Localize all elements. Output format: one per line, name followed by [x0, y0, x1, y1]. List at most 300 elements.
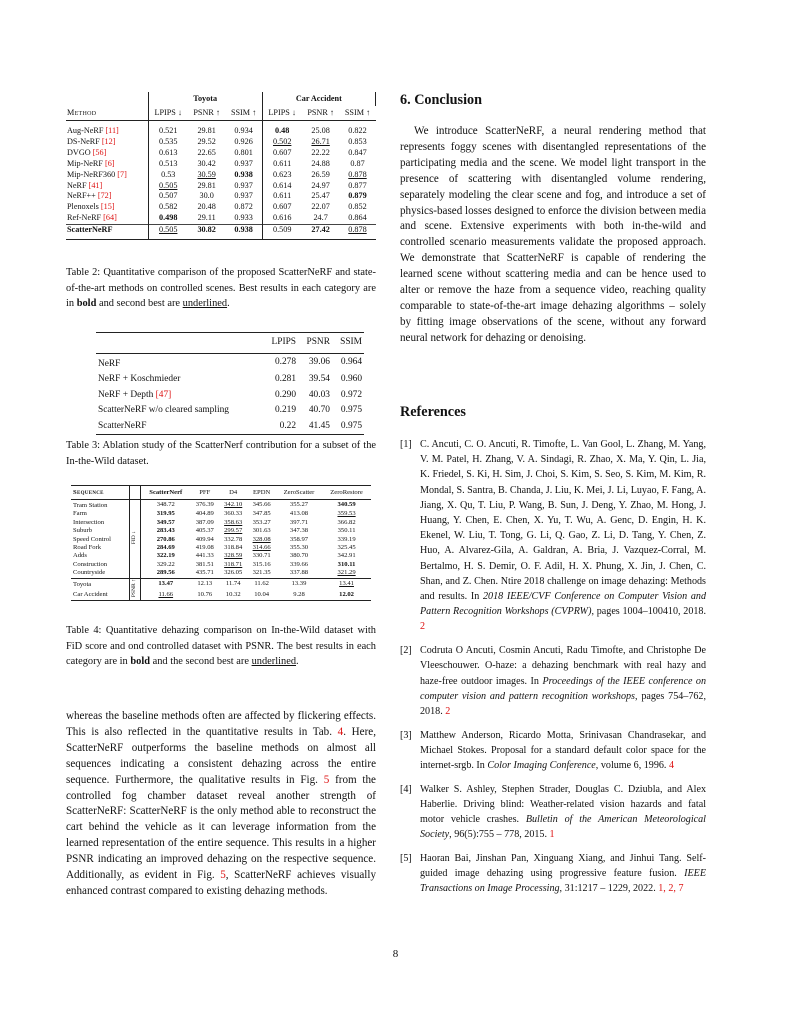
- table-row: [66, 191, 376, 202]
- value-cell: [191, 591, 219, 601]
- value-cell: [191, 510, 219, 518]
- value: 12.02: [339, 591, 354, 599]
- value: 0.853: [348, 136, 367, 146]
- metric-label: [129, 578, 140, 601]
- value: 0.623: [272, 169, 292, 179]
- table-2-caption: Table 2: Quantitative comparison of the proposed ScatterNeRF and state-of-the-art methods on controlled scenes. Best results in each category are in bold and second best are underlined.: [66, 267, 376, 309]
- value-cell: [188, 159, 226, 170]
- method-name: Aug-NeRF: [67, 126, 104, 135]
- sequence-name: Intersection: [73, 518, 105, 526]
- table-row: [66, 121, 376, 137]
- value-cell: 0.22: [263, 419, 298, 435]
- value-cell: [219, 527, 247, 535]
- reference-tail: , volume 6, 1996.: [595, 760, 667, 772]
- value-cell: [148, 191, 188, 202]
- value-cell: [247, 527, 275, 535]
- method-cell: [96, 403, 263, 419]
- value: 0.864: [348, 213, 367, 223]
- metric-header: PSNR ↑: [188, 106, 226, 121]
- value: 12.13: [197, 580, 213, 588]
- column-header: PSNR: [298, 333, 332, 354]
- value: 0.616: [272, 213, 292, 223]
- citation-link[interactable]: [72]: [97, 191, 112, 201]
- value: 13.47: [158, 580, 174, 588]
- value-cell: [226, 225, 263, 240]
- value: 328.08: [252, 535, 271, 543]
- value-cell: 0.975: [332, 419, 364, 435]
- value: 30.0: [199, 191, 214, 201]
- citation-link[interactable]: [7]: [117, 169, 127, 179]
- value-cell: [276, 510, 322, 518]
- table-row: [66, 148, 376, 159]
- value: 413.08: [289, 510, 309, 518]
- method-cell: [96, 388, 263, 404]
- value: 345.66: [252, 501, 271, 508]
- sequence-name: Suburb: [73, 527, 93, 535]
- group-toyota: Toyota: [148, 92, 262, 106]
- value: 29.81: [197, 180, 216, 190]
- value-cell: 39.54: [308, 374, 330, 384]
- value-cell: [219, 578, 247, 590]
- value-cell: [226, 148, 263, 159]
- column-header: PFF: [191, 486, 219, 500]
- value-cell: [340, 191, 376, 202]
- value: 284.69: [156, 544, 175, 552]
- method-cell: [66, 121, 148, 137]
- table-row: [96, 353, 364, 372]
- sequence-header: Sequence: [71, 486, 129, 500]
- value-cell: [148, 137, 188, 148]
- value-cell: [247, 578, 275, 590]
- method-name: Ref-NeRF: [67, 213, 102, 223]
- value: 9.28: [293, 591, 305, 599]
- body-paragraph: whereas the baseline methods often are affected by flickering effects. This is also reflected in the quantitative results in Tab. 4. Here, ScatterNeRF outperforms the baseline methods on almost all sequences indicating a consistent dehazing across the entire sequence. Furthermore, the qualitative results in Fig. 5 from the controlled fog chamber dataset reveal another strength of ScatterNeRF: ScatterNeRF is the only method able to reconstruct the cart behind the vehicle as it can leverage information from the learned representation of the entire sequence. This results in a higher PSNR indicating an improved dehazing on the respective sequence. Additionally, as evident in Fig. 5, ScatterNeRF achieves visually enhanced contrast compared to existing dehazing methods.: [66, 710, 376, 897]
- value-cell: [148, 225, 188, 240]
- value-cell: [322, 561, 371, 569]
- group-car-accident: Car Accident: [262, 92, 375, 106]
- value-cell: [322, 510, 371, 518]
- value-cell: [140, 552, 190, 560]
- value: 358.97: [289, 535, 309, 543]
- table-row: [66, 159, 376, 170]
- column-header: ScatterNerf: [140, 486, 190, 500]
- citation-link[interactable]: [41]: [88, 180, 103, 190]
- citation-link[interactable]: [47]: [155, 389, 172, 400]
- value: 342.91: [337, 552, 356, 560]
- value: 299.57: [224, 527, 243, 535]
- value: 328.59: [224, 552, 243, 560]
- value-cell: 0.219: [274, 405, 297, 415]
- value: 27.42: [311, 225, 330, 235]
- table-row: [71, 569, 371, 578]
- table-3-caption: Table 3: Ablation study of the ScatterNerf contribution for a subset of the In-the-Wild dataset.: [66, 440, 376, 467]
- value-cell: 0.281: [274, 374, 297, 384]
- value: 319.95: [156, 510, 175, 518]
- table-4-link[interactable]: 4: [337, 725, 344, 738]
- value: 340.59: [337, 501, 356, 508]
- value: 0.611: [273, 191, 292, 201]
- value-cell: [226, 159, 263, 170]
- value-cell: 0.960: [340, 374, 362, 384]
- value-cell: [191, 552, 219, 560]
- value: 359.53: [337, 510, 356, 518]
- value-cell: [140, 544, 190, 552]
- sequence-name: Car Accident: [73, 591, 108, 599]
- value: 0.607: [272, 147, 292, 157]
- reference-venue: Bulletin of the American Meteorological Society: [420, 814, 706, 841]
- value-cell: [322, 578, 371, 590]
- method-name: Mip-NeRF: [67, 158, 103, 168]
- reference-text: Walker S. Ashley, Stephen Strader, Douglas C. Dziubla, and Alex Haberlie. Driving blind: Weather-related vision hazards and fatal motor vehicle crashes.: [420, 783, 706, 826]
- value: 0.937: [234, 158, 253, 168]
- method-name: DS-NeRF: [67, 136, 100, 146]
- back-reference-link[interactable]: 2: [445, 705, 451, 717]
- table-3: [96, 332, 364, 435]
- value-cell: [140, 569, 190, 578]
- table-3-header: [96, 333, 364, 354]
- value: 0.505: [159, 180, 178, 190]
- figure-5-link[interactable]: 5: [323, 773, 330, 786]
- table-row: [71, 500, 371, 511]
- sequence-name: Farm: [73, 510, 87, 518]
- conclusion-heading: 6. Conclusion: [400, 92, 482, 108]
- value: 29.52: [197, 136, 216, 146]
- value-cell: [140, 578, 190, 590]
- value: 337.88: [289, 569, 309, 577]
- value: 366.82: [337, 518, 356, 526]
- method-name: NeRF + Koschmieder: [98, 374, 181, 384]
- value-cell: [191, 536, 219, 544]
- value-cell: [191, 578, 219, 590]
- value-cell: [219, 510, 247, 518]
- value: 26.71: [311, 136, 330, 146]
- value-cell: [188, 121, 226, 137]
- reference-item: [400, 851, 706, 897]
- metric-header: SSIM ↑: [340, 106, 376, 121]
- value: 381.51: [195, 560, 214, 568]
- reference-tail: , 31:1217 – 1229, 2022.: [559, 883, 656, 895]
- value-cell: [247, 536, 275, 544]
- value-cell: [148, 170, 188, 181]
- value-cell: [340, 159, 376, 170]
- method-cell: [96, 372, 263, 388]
- value: 349.57: [156, 518, 175, 526]
- value-cell: [140, 527, 190, 535]
- method-name: DVGO: [67, 147, 91, 157]
- column-header: LPIPS: [263, 333, 298, 354]
- value: 0.877: [348, 180, 367, 190]
- value-cell: [219, 561, 247, 569]
- value-cell: [219, 591, 247, 601]
- back-reference-link[interactable]: 2: [420, 621, 426, 633]
- table-4: [71, 485, 371, 601]
- value-cell: [262, 137, 302, 148]
- reference-venue: Color Imaging Conference: [487, 760, 596, 772]
- metric-label: [129, 500, 140, 579]
- value-cell: 0.964: [340, 357, 362, 367]
- value: 0.852: [348, 202, 367, 212]
- value-cell: [276, 536, 322, 544]
- method-cell: [96, 353, 263, 372]
- value-cell: [140, 591, 190, 601]
- method-header: Method: [66, 106, 148, 121]
- value-cell: [140, 561, 190, 569]
- value-cell: [322, 519, 371, 527]
- value-cell: 41.45: [298, 419, 332, 435]
- value: 0.513: [159, 158, 178, 168]
- citation-link[interactable]: [64]: [103, 213, 117, 223]
- reference-text: Haoran Bai, Jinshan Pan, Xinguang Xiang, and Jinhui Tang. Self-guided image dehazing using progressive feature fusion.: [420, 853, 706, 880]
- table-row: [71, 591, 371, 601]
- reference-item: [400, 782, 706, 843]
- value: 0.507: [159, 191, 178, 201]
- value: 0.872: [234, 202, 253, 212]
- value: 350.11: [337, 527, 356, 535]
- reference-number: [3]: [400, 729, 412, 741]
- figure-5-link[interactable]: 5: [220, 869, 226, 882]
- value-cell: [276, 578, 322, 590]
- reference-text: C. Ancuti, C. O. Ancuti, R. Timofte, L. Van Gool, L. Zhang, M. Yang, V. M. Patel, H. Zhang, V. A. Sindagi, R. Zhao, X. Ma, Y. Qin, L. Jia, K. Friedel, S. Ki, H. Sim, J. Choi, S. Kim, S. Seo, S. Kim, M. Kim, R. Mondal, S. Santra, B. Chanda, J. Liu, K. Mei, J. Li, Luyao, F. Fang, A. Jiang, X. Qu, T. Liu, P. Wang, B. Sun, J. Deng, Y. Zhao, M. Hong, J. Huang, Y. Chen, E. Chen, X. Yu, T. Wu, A. Genc, D. Engin, H. K. Ekenel, W. Liu, T. Tong, G. Li, Q. Gao, Z. Li, D. Tang, Y. Chen, Z. Huo, A. Alvarez-Gila, A. Galdran, A. Bria, J. Vazquez-Corral, M. Bertalmo, H. S. Demir, O. F. Adil, H. X. Phung, X. Jin, J. Chen, C. Shan, and Z. Chen. Ntire 2018 challenge on image dehazing: Methods and results. In: [420, 439, 706, 603]
- metric-label-text: PSNR ↑: [131, 578, 138, 597]
- value-cell: 0.290: [274, 389, 297, 400]
- value: 22.07: [311, 202, 330, 212]
- page-number: 8: [392, 948, 399, 960]
- value-cell: [276, 569, 322, 578]
- value-cell: [148, 159, 188, 170]
- value: 405.37: [195, 527, 214, 535]
- value: 314.66: [252, 544, 271, 552]
- value-cell: 0.972: [340, 389, 362, 400]
- value: 0.822: [348, 126, 367, 135]
- value: 0.607: [272, 202, 292, 212]
- value: 318.84: [224, 544, 243, 552]
- value: 376.39: [195, 501, 214, 508]
- table-row: [96, 419, 364, 435]
- citation-link[interactable]: [11]: [105, 126, 119, 135]
- value: 22.65: [197, 147, 216, 157]
- value-cell: [188, 170, 226, 181]
- citation-link[interactable]: [12]: [101, 136, 116, 146]
- value-cell: [276, 561, 322, 569]
- value: 13.41: [339, 580, 354, 588]
- value-cell: [247, 552, 275, 560]
- value-cell: [191, 500, 219, 511]
- sequence-name: Adds: [73, 552, 87, 560]
- value: 339.66: [289, 560, 309, 568]
- citation-link[interactable]: [56]: [92, 147, 107, 157]
- reference-text: Codruta O Ancuti, Cosmin Ancuti, Radu Timofte, and Christophe De Vleeschouwer. O-haze: a dehazing benchmark with real hazy and haze-free outdoor images. In: [420, 645, 706, 687]
- table-2-metric-header: [66, 106, 376, 121]
- value-cell: 40.03: [308, 389, 330, 400]
- value: 24.7: [313, 213, 328, 223]
- value: 270.86: [156, 535, 175, 543]
- method-name: Mip-NeRF360: [67, 169, 116, 179]
- value-cell: [188, 213, 226, 224]
- value: 315.16: [252, 560, 271, 568]
- value: 26.59: [311, 169, 330, 179]
- value-cell: [302, 213, 340, 224]
- value: 355.27: [289, 501, 309, 508]
- table-row: [71, 519, 371, 527]
- method-cell: [66, 137, 148, 148]
- value: 0.87: [350, 158, 365, 168]
- value: 326.05: [224, 569, 243, 577]
- reference-number: [4]: [400, 783, 412, 795]
- value: 0.611: [273, 158, 292, 168]
- value: 404.89: [195, 510, 214, 518]
- value-cell: [262, 121, 302, 137]
- value-cell: [226, 121, 263, 137]
- value-cell: [302, 121, 340, 137]
- method-cell: [66, 202, 148, 213]
- reference-tail: , pages 754–762, 2018.: [420, 690, 707, 717]
- value-cell: [140, 519, 190, 527]
- references-list: [400, 437, 706, 905]
- value-cell: [219, 544, 247, 552]
- value-cell: [247, 591, 275, 601]
- method-cell: [66, 181, 148, 192]
- method-name: ScatterNeRF: [67, 225, 113, 235]
- value: 289.56: [156, 569, 175, 577]
- reference-venue: 2018 IEEE/CVF Conference on Computer Vision and Pattern Recognition Workshops (CVPRW): [420, 591, 706, 618]
- table-row: [71, 527, 371, 535]
- sequence-name: Tram Station: [73, 502, 108, 509]
- value: 342.10: [224, 501, 243, 508]
- method-cell: [66, 159, 148, 170]
- value: 10.76: [197, 591, 213, 599]
- value: 0.933: [234, 213, 253, 223]
- value-cell: [262, 225, 302, 240]
- value-cell: [340, 121, 376, 137]
- value-cell: [340, 148, 376, 159]
- value-cell: [322, 591, 371, 601]
- sequence-name: Construction: [73, 560, 108, 568]
- value: 29.11: [197, 213, 216, 223]
- value: 0.937: [234, 191, 253, 201]
- value-cell: [262, 170, 302, 181]
- value-cell: [340, 181, 376, 192]
- reference-number: [1]: [400, 439, 412, 450]
- value: 347.85: [252, 510, 271, 518]
- method-name: ScatterNeRF: [98, 420, 147, 431]
- citation-link[interactable]: [15]: [100, 202, 115, 212]
- value: 321.35: [252, 569, 271, 577]
- value: 0.521: [159, 126, 178, 135]
- value: 11.62: [254, 580, 269, 588]
- value: 24.88: [311, 158, 330, 168]
- method-cell: [66, 148, 148, 159]
- value-cell: [276, 500, 322, 511]
- back-reference-link[interactable]: 4: [668, 760, 675, 772]
- value: 0.926: [234, 136, 253, 146]
- value: 301.63: [252, 527, 271, 535]
- value: 409.94: [195, 535, 214, 543]
- value: 11.66: [158, 591, 174, 599]
- value: 355.30: [289, 544, 309, 552]
- value: 0.505: [159, 225, 178, 235]
- value: 310.11: [337, 560, 356, 568]
- value: 29.81: [197, 126, 216, 135]
- back-reference-link[interactable]: 1, 2, 7: [658, 883, 684, 895]
- table-row: [66, 213, 376, 224]
- value: 419.08: [195, 544, 214, 552]
- method-name: NeRF: [67, 180, 87, 190]
- value: 0.535: [159, 136, 178, 146]
- value-cell: [188, 191, 226, 202]
- table-4-caption: Table 4: Quantitative dehazing comparison on In-the-Wild dataset with FiD score and ond controlled dataset with PSNR. The best results in each category are in bold and the second best are underlined.: [66, 625, 376, 667]
- column-header: SSIM: [332, 333, 364, 354]
- value: 0.879: [348, 191, 367, 201]
- value-cell: [262, 202, 302, 213]
- value: 13.39: [291, 580, 307, 588]
- value-cell: [340, 225, 376, 240]
- value-cell: [188, 137, 226, 148]
- value-cell: [302, 191, 340, 202]
- table-row: [71, 510, 371, 518]
- table-row: [96, 403, 364, 419]
- value: 30.59: [197, 169, 216, 179]
- value: 283.43: [156, 527, 175, 535]
- value: 397.71: [289, 518, 309, 526]
- value: 322.19: [156, 552, 175, 560]
- value-cell: [247, 519, 275, 527]
- column-header: D4: [219, 486, 247, 500]
- value: 20.48: [197, 202, 216, 212]
- table-2-group-header: [66, 92, 376, 106]
- reference-number: [5]: [400, 853, 412, 865]
- value-cell: [262, 191, 302, 202]
- value-cell: [302, 181, 340, 192]
- value: 30.42: [197, 158, 216, 168]
- value-cell: [247, 500, 275, 511]
- value-cell: [191, 544, 219, 552]
- value: 0.509: [272, 225, 292, 235]
- value-cell: [140, 510, 190, 518]
- back-reference-link[interactable]: 1: [549, 829, 555, 841]
- value: 0.938: [234, 169, 253, 179]
- value: 0.48: [275, 126, 290, 135]
- value: 0.502: [272, 136, 292, 146]
- value-cell: 0.975: [340, 405, 362, 415]
- citation-link[interactable]: [6]: [104, 158, 115, 168]
- reference-item: [400, 728, 706, 774]
- sequence-name: Road Fork: [73, 544, 102, 552]
- value: 0.53: [161, 169, 176, 179]
- value-cell: [302, 137, 340, 148]
- value-cell: [322, 544, 371, 552]
- value: 0.878: [348, 169, 367, 179]
- table-row: [66, 170, 376, 181]
- value-cell: [262, 213, 302, 224]
- sequence-name: Toyota: [71, 578, 129, 590]
- column-header: ZeroRestore: [322, 486, 371, 500]
- reference-venue: IEEE Transactions on Image Processing: [420, 868, 706, 895]
- value-cell: [226, 213, 263, 224]
- value-cell: 0.278: [274, 357, 297, 367]
- value: 0.614: [272, 180, 292, 190]
- value: 0.498: [159, 213, 178, 223]
- value-cell: [276, 544, 322, 552]
- value-cell: [340, 137, 376, 148]
- value: 0.878: [348, 225, 367, 235]
- value-cell: [262, 148, 302, 159]
- table-2-body: [66, 92, 376, 240]
- value-cell: [322, 527, 371, 535]
- column-header: ZeroScatter: [276, 486, 322, 500]
- table-row: [66, 225, 376, 240]
- conclusion-text: We introduce ScatterNeRF, a neural rendering method that represents foggy scenes with disentangled representations of the participating media and the scene. We model light transport in the presence of scattering with disentangled volume rendering, separately modeling the clear scene and fog, and introduce a set of physics-based losses designed to enforce the division between media and scene. Extensive experiments with both in-the-wild and controlled scenario measurements validate the proposed approach. We demonstrate that ScatterNeRF is capable of rendering the learned scene without scattering media and can be hence used to alter or remove the haze from a sequence video, reaching quality comparable to state-of-the-art image dehazing algorithms – solely by fitting image observations of the scene, without any forward neural network for dehazing or denoising.: [400, 125, 706, 344]
- value-cell: [262, 181, 302, 192]
